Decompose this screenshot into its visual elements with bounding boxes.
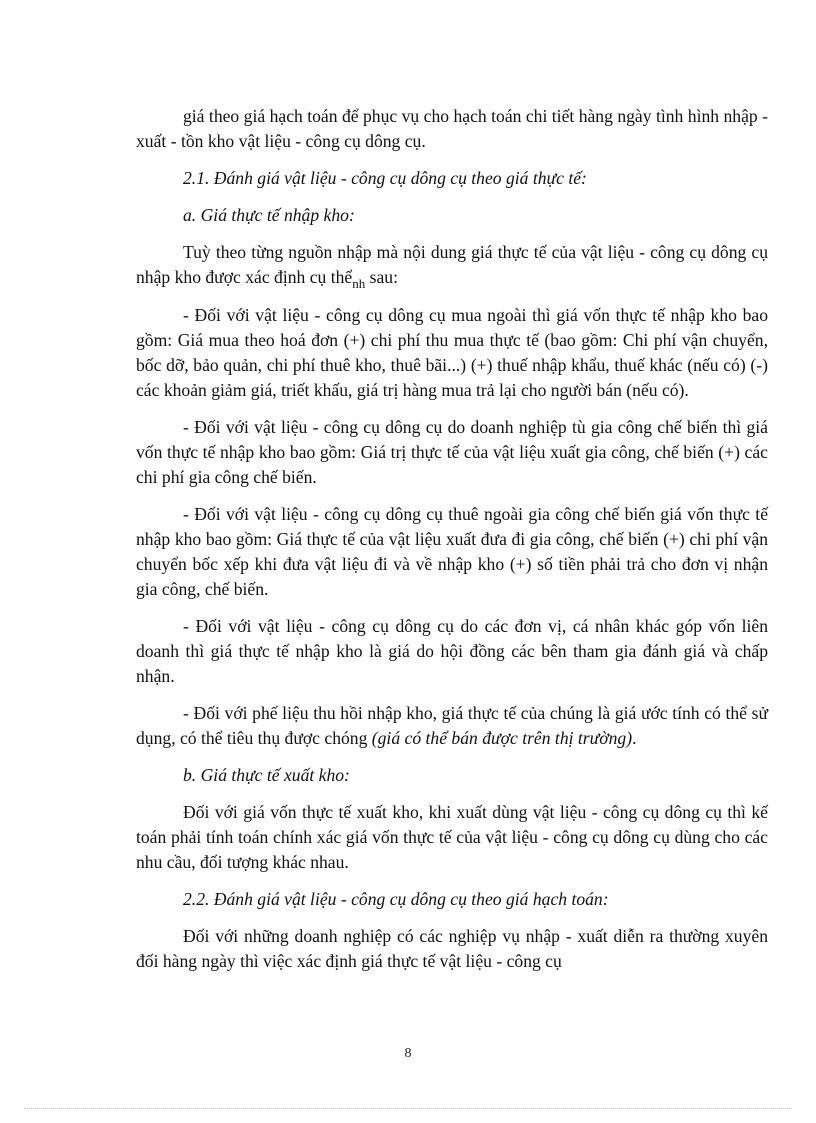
paragraph-import-price-intro [136, 240, 768, 291]
page-body [136, 104, 768, 986]
paragraph-outsourced-processing: - Đối với vật liệu - công cụ dông cụ thuê ngoài gia công chế biến giá vốn thực tế nhập kho bao gồm: Giá thực tế của vật liệu xuất đưa đi gia công, chế biến (+) chi phí vận chuyển bốc xếp khi đưa vật liệu đi và về nhập kho (+) số tiền phải trả cho đơn vị nhận gia công, chế biến. [136, 504, 768, 599]
subscript-fragment: nh [352, 276, 366, 291]
italic-note: (giá có thể bán được trên thị trường) [371, 728, 633, 748]
subheading-b: b. Giá thực tế xuất kho: [183, 765, 350, 785]
paragraph-text: Tuỳ theo từng nguồn nhập mà nội dung giá thực tế của vật liệu - công cụ dông cụ nhập kho được xác định cụ thể [136, 242, 768, 287]
page-number: 8 [404, 1046, 412, 1061]
section-heading-2-1: 2.1. Đánh giá vật liệu - công cụ dông cụ theo giá thực tế: [183, 168, 587, 188]
paragraph-text-tail: . [632, 728, 637, 748]
paragraph-scrap [136, 701, 768, 751]
paragraph-export-price: Đối với giá vốn thực tế xuất kho, khi xuất dùng vật liệu - công cụ dông cụ thì kế toán phải tính toán chính xác giá vốn thực tế của vật liệu - công cụ dông cụ dùng cho các nhu cầu, đối tượng khác nhau. [136, 802, 768, 872]
paragraph-text-tail: sau: [365, 267, 398, 287]
paragraph-purchased-materials: - Đối với vật liệu - công cụ dông cụ mua ngoài thì giá vốn thực tế nhập kho bao gồm: Giá mua theo hoá đơn (+) chi phí thu mua thực tế (bao gồm: Chi phí vận chuyển, bốc dỡ, bảo quản, chi phí thuê kho, thuê bãi...) (+) thuế nhập khẩu, thuế khác (nếu có) (-) các khoản giảm giá, triết khấu, giá trị hàng mua trả lại cho người bán (nếu có). [136, 305, 768, 400]
paragraph-self-processed: - Đối với vật liệu - công cụ dông cụ do doanh nghiệp tù gia công chế biến thì giá vốn thực tế nhập kho bao gồm: Giá trị thực tế của vật liệu xuất gia công, chế biến (+) các chi phí gia công chế biến. [136, 417, 768, 487]
paragraph-accounting-price: Đối với những doanh nghiệp có các nghiệp vụ nhập - xuất diễn ra thường xuyên đối hàng ngày thì việc xác định giá thực tế vật liệu - công cụ [136, 926, 768, 971]
paragraph-joint-venture: - Đối với vật liệu - công cụ dông cụ do các đơn vị, cá nhân khác góp vốn liên doanh thì giá thực tế nhập kho là giá do hội đồng các bên tham gia đánh giá và chấp nhận. [136, 616, 768, 686]
paragraph-continuation: giá theo giá hạch toán để phục vụ cho hạch toán chi tiết hàng ngày tình hình nhập - xuất - tồn kho vật liệu - công cụ dông cụ. [136, 106, 768, 151]
section-heading-2-2: 2.2. Đánh giá vật liệu - công cụ dông cụ theo giá hạch toán: [183, 889, 609, 909]
subheading-a: a. Giá thực tế nhập kho: [183, 205, 355, 225]
paragraph-text: - Đối với phế liệu thu hồi nhập kho, giá thực tế của chúng là giá ước tính có thể sử dụng, có thể tiêu thụ được chóng [136, 703, 768, 748]
page-bottom-divider [24, 1108, 792, 1109]
